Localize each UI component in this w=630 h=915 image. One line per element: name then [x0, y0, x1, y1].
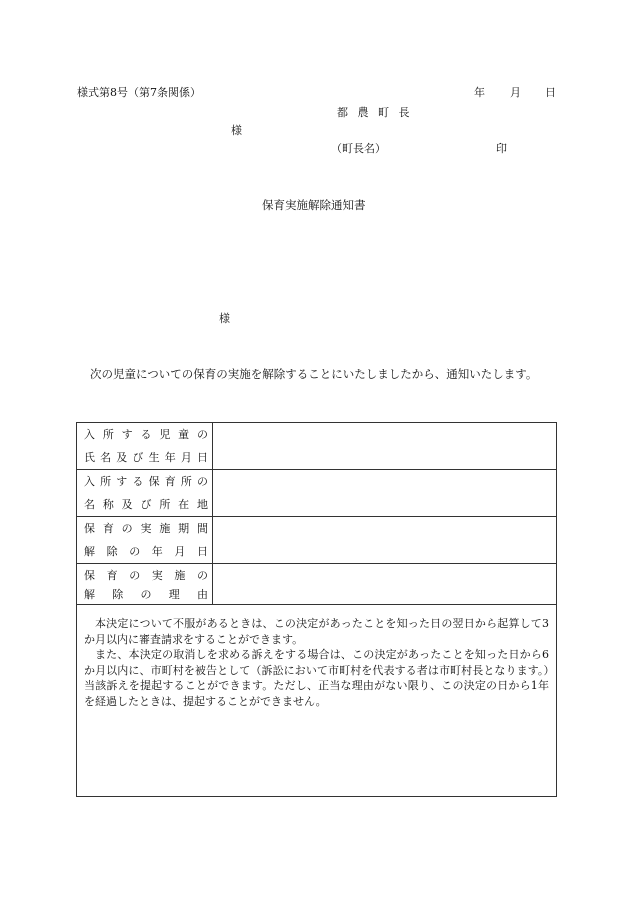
label-char: 施 — [174, 569, 186, 582]
label-char: 及 — [121, 498, 133, 511]
appeal-notice — [84, 616, 549, 709]
notice-paragraph: また、本決定の取消しを求める訴えをする場合は、この決定があったことを知った日から6か月以内に、市町村を被告として（訴訟において市町村を代表する者は市町村長となります。）当該訴えを提起することができます。ただし、正当な理由がない限り、この決定の日から1年を経過したときは、提起することができません。 — [84, 648, 549, 708]
label-line — [84, 570, 208, 581]
label-char: 月 — [174, 545, 186, 558]
label-char: 解 — [84, 588, 95, 601]
label-char: 児 — [159, 428, 171, 441]
row-label — [77, 470, 213, 516]
label-char: 月 — [180, 451, 192, 464]
label-char: 地 — [196, 498, 208, 511]
label-char: 保 — [148, 475, 160, 488]
label-char: 育 — [164, 475, 176, 488]
label-char: 育 — [102, 522, 114, 535]
label-char: 日 — [196, 545, 208, 558]
label-char: る — [132, 475, 144, 488]
notice-paragraph: 本決定について不服があるときは、この決定があったことを知った日の翌日から起算して3か月以内に審査請求をすることができます。 — [84, 617, 549, 646]
label-char: 育 — [106, 569, 118, 582]
label-char: 間 — [196, 522, 208, 535]
label-char: 除 — [112, 588, 124, 601]
label-char: 年 — [151, 545, 163, 558]
label-char: の — [129, 545, 141, 558]
label-char: 称 — [102, 498, 114, 511]
cancel-reason-field[interactable] — [213, 564, 556, 604]
recipient-honorific: 様 — [219, 312, 230, 325]
label-char: の — [196, 475, 208, 488]
document-title: 保育実施解除通知書 — [262, 198, 366, 212]
label-char: 実 — [140, 522, 152, 535]
date-year-label: 年 — [474, 86, 485, 99]
label-char: び — [140, 498, 152, 511]
label-char: 所 — [100, 475, 112, 488]
row-label — [77, 517, 213, 563]
child-name-birthdate-field[interactable] — [213, 423, 556, 469]
intro-text: 次の児童についての保育の実施を解除することにいたしましたから、通知いたします。 — [90, 367, 538, 381]
label-char: 生 — [148, 451, 160, 464]
label-line — [84, 429, 208, 440]
label-char: 日 — [196, 451, 208, 464]
issuer-title: 都 農 町 長 — [337, 106, 413, 119]
label-char: の — [196, 428, 208, 441]
label-line — [84, 523, 208, 534]
cancel-date-field[interactable] — [213, 517, 556, 563]
label-char: 在 — [178, 498, 190, 511]
label-line — [84, 546, 208, 557]
label-char: 入 — [84, 475, 95, 488]
addressee-honorific: 様 — [231, 124, 242, 137]
table-row-reason — [77, 564, 556, 605]
label-char: 解 — [84, 545, 95, 558]
label-char: 除 — [106, 545, 118, 558]
label-char: の — [121, 522, 133, 535]
seal-mark: 印 — [496, 142, 507, 155]
label-char: 保 — [84, 569, 95, 582]
label-char: る — [140, 428, 152, 441]
facility-name-address-field[interactable] — [213, 470, 556, 516]
label-char: 年 — [164, 451, 176, 464]
label-char: の — [140, 588, 152, 601]
label-char: の — [196, 569, 208, 582]
label-char: 入 — [84, 428, 95, 441]
label-char: 氏 — [84, 451, 95, 464]
row-label — [77, 564, 213, 604]
label-char: 童 — [178, 428, 190, 441]
label-char: 由 — [197, 588, 208, 601]
label-char: す — [116, 475, 128, 488]
mayor-name-placeholder: （町長名） — [331, 142, 386, 155]
form-number: 様式第8号（第7条関係） — [77, 86, 201, 99]
label-line — [84, 499, 208, 510]
table-row-child — [77, 423, 556, 470]
date-day-label: 日 — [545, 86, 556, 99]
label-char: 期 — [178, 522, 190, 535]
label-char: 施 — [159, 522, 171, 535]
details-table — [76, 422, 557, 797]
label-char: 所 — [159, 498, 171, 511]
date-month-label: 月 — [510, 86, 521, 99]
label-char: 実 — [151, 569, 163, 582]
label-char: び — [132, 451, 144, 464]
label-line — [84, 476, 208, 487]
label-char: 所 — [102, 428, 114, 441]
label-line — [84, 589, 208, 600]
label-char: の — [129, 569, 141, 582]
label-char: 名 — [100, 451, 112, 464]
label-line — [84, 452, 208, 463]
label-char: 所 — [180, 475, 192, 488]
label-char: 理 — [168, 588, 180, 601]
row-label — [77, 423, 213, 469]
label-char: 名 — [84, 498, 95, 511]
label-char: 及 — [116, 451, 128, 464]
table-row-cancel-date — [77, 517, 556, 564]
label-char: す — [121, 428, 133, 441]
label-char: 保 — [84, 522, 95, 535]
table-row-facility — [77, 470, 556, 517]
